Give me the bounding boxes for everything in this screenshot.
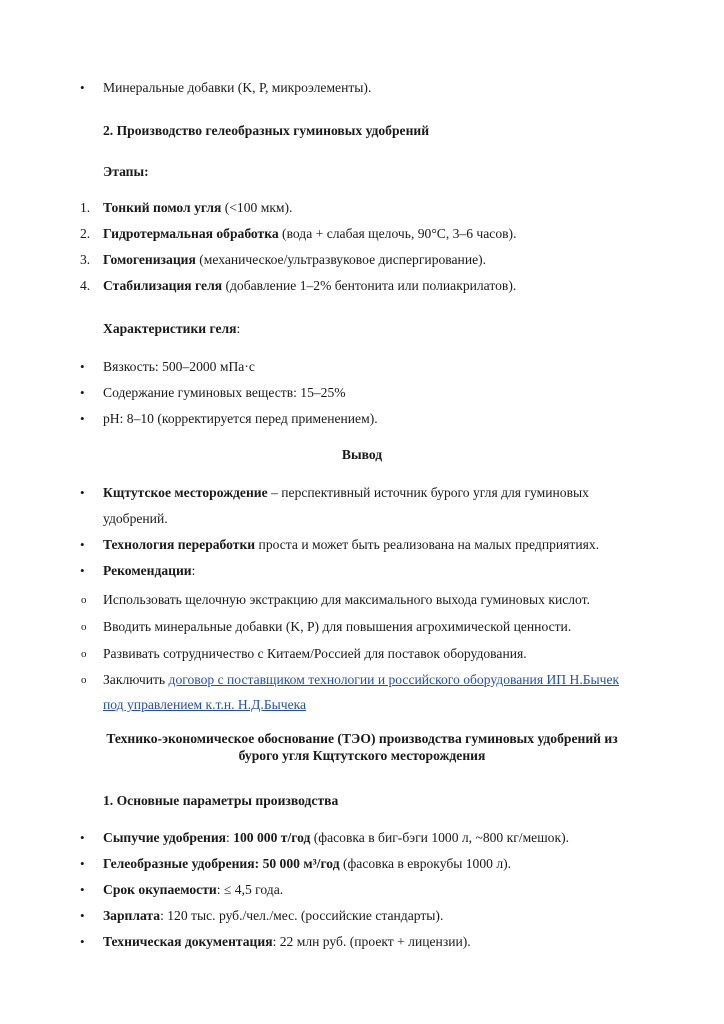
conclusion-item-title: Кщтутское месторождение (103, 485, 268, 500)
stages-label: Этапы: (103, 164, 149, 179)
param-detail: (фасовка в еврокубы 1000 л). (339, 856, 512, 871)
step-item (103, 199, 292, 217)
conclusion-item-continuation: удобрений. (103, 511, 168, 526)
recommendation-item (103, 671, 619, 689)
contract-link-continuation[interactable]: под управлением к.т.н. Н.Д.Бычека (103, 697, 307, 712)
bullet-marker: • (80, 411, 85, 426)
param-title: Срок окупаемости (103, 882, 217, 897)
teo-title-line-1: Технико-экономическое обоснование (ТЭО) производства гуминовых удобрений из (106, 731, 618, 746)
circle-marker: o (81, 621, 87, 633)
conclusion-item-text: проста и может быть реализована на малых предприятиях. (255, 537, 600, 552)
gel-item: Содержание гуминовых веществ: 15–25% (103, 385, 346, 400)
step-number: 3. (80, 252, 91, 267)
step-detail: (добавление 1–2% бентонита или полиакрилатов). (222, 278, 517, 293)
section-2-heading: 2. Производство гелеобразных гуминовых удобрений (103, 123, 430, 138)
conclusion-item-title: Технология переработки (103, 537, 256, 552)
teo-title-line-2: бурого угля Кщтутского месторождения (238, 748, 486, 763)
param-detail: : 120 тыс. руб./чел./мес. (российские стандарты). (160, 908, 444, 923)
mineral-additives-item: Минеральные добавки (K, P, микроэлементы). (103, 80, 372, 95)
bullet-marker: • (80, 563, 85, 578)
param-item (103, 907, 443, 925)
param-detail: (фасовка в биг-бэги 1000 л, ~800 кг/мешок). (310, 830, 570, 845)
circle-marker: o (81, 674, 87, 686)
gel-heading-text: Характеристики геля (103, 321, 237, 336)
step-number: 4. (80, 278, 91, 293)
conclusion-item (103, 484, 589, 502)
param-value: 50 000 м³/год (262, 856, 340, 871)
bullet-marker: • (80, 485, 85, 500)
step-title: Тонкий помол угля (103, 200, 222, 215)
bullet-marker: • (80, 908, 85, 923)
param-separator: : (226, 830, 234, 845)
gel-heading-colon: : (236, 321, 241, 336)
param-detail: : 22 млн руб. (проект + лицензии). (272, 934, 471, 949)
step-number: 2. (80, 226, 91, 241)
step-item (103, 225, 516, 243)
conclusion-heading: Вывод (341, 447, 383, 462)
bullet-marker: • (80, 934, 85, 949)
bullet-marker: • (80, 385, 85, 400)
circle-marker: o (81, 594, 87, 606)
conclusion-item-colon: : (191, 563, 196, 578)
param-separator: : (254, 856, 263, 871)
gel-heading (103, 320, 240, 338)
bullet-marker: • (80, 537, 85, 552)
param-title: Зарплата (103, 908, 161, 923)
step-title: Гидротермальная обработка (103, 226, 279, 241)
param-item (103, 855, 511, 873)
param-detail: : ≤ 4,5 года. (216, 882, 284, 897)
recommendation-item: Развивать сотрудничество с Китаем/Россией для поставок оборудования. (103, 646, 527, 661)
param-title: Сыпучие удобрения (103, 830, 227, 845)
contract-link[interactable]: договор с поставщиком технологии и российского оборудования ИП Н.Бычек (168, 672, 620, 687)
recommendation-item-continuation (103, 696, 306, 714)
conclusion-item-text: – перспективный источник бурого угля для гуминовых (267, 485, 589, 500)
param-item (103, 881, 283, 899)
bullet-marker: • (80, 856, 85, 871)
bullet-marker: • (80, 80, 85, 95)
step-item (103, 277, 516, 295)
conclusion-item-title: Рекомендации (103, 563, 192, 578)
gel-item: Вязкость: 500–2000 мПа·с (103, 359, 255, 374)
step-number: 1. (80, 200, 91, 215)
step-title: Стабилизация геля (103, 278, 223, 293)
conclusion-item (103, 562, 195, 580)
param-title: Гелеобразные удобрения (103, 856, 255, 871)
step-detail: (вода + слабая щелочь, 90°C, 3–6 часов). (278, 226, 517, 241)
gel-item: pH: 8–10 (корректируется перед применением). (103, 411, 378, 426)
step-detail: (механическое/ультразвуковое диспергирование). (195, 252, 487, 267)
bullet-marker: • (80, 830, 85, 845)
recommendation-prefix: Заключить (103, 672, 169, 687)
param-title: Техническая документация (103, 934, 273, 949)
recommendation-item: Использовать щелочную экстракцию для максимального выхода гуминовых кислот. (103, 592, 590, 607)
param-item (103, 829, 569, 847)
param-value: 100 000 т/год (233, 830, 311, 845)
step-item (103, 251, 486, 269)
circle-marker: o (81, 648, 87, 660)
step-title: Гомогенизация (103, 252, 196, 267)
recommendation-item: Вводить минеральные добавки (K, P) для повышения агрохимической ценности. (103, 619, 572, 634)
param-item (103, 933, 471, 951)
conclusion-item (103, 536, 599, 554)
bullet-marker: • (80, 359, 85, 374)
bullet-marker: • (80, 882, 85, 897)
step-detail: (<100 мкм). (221, 200, 293, 215)
params-heading: 1. Основные параметры производства (103, 793, 339, 808)
